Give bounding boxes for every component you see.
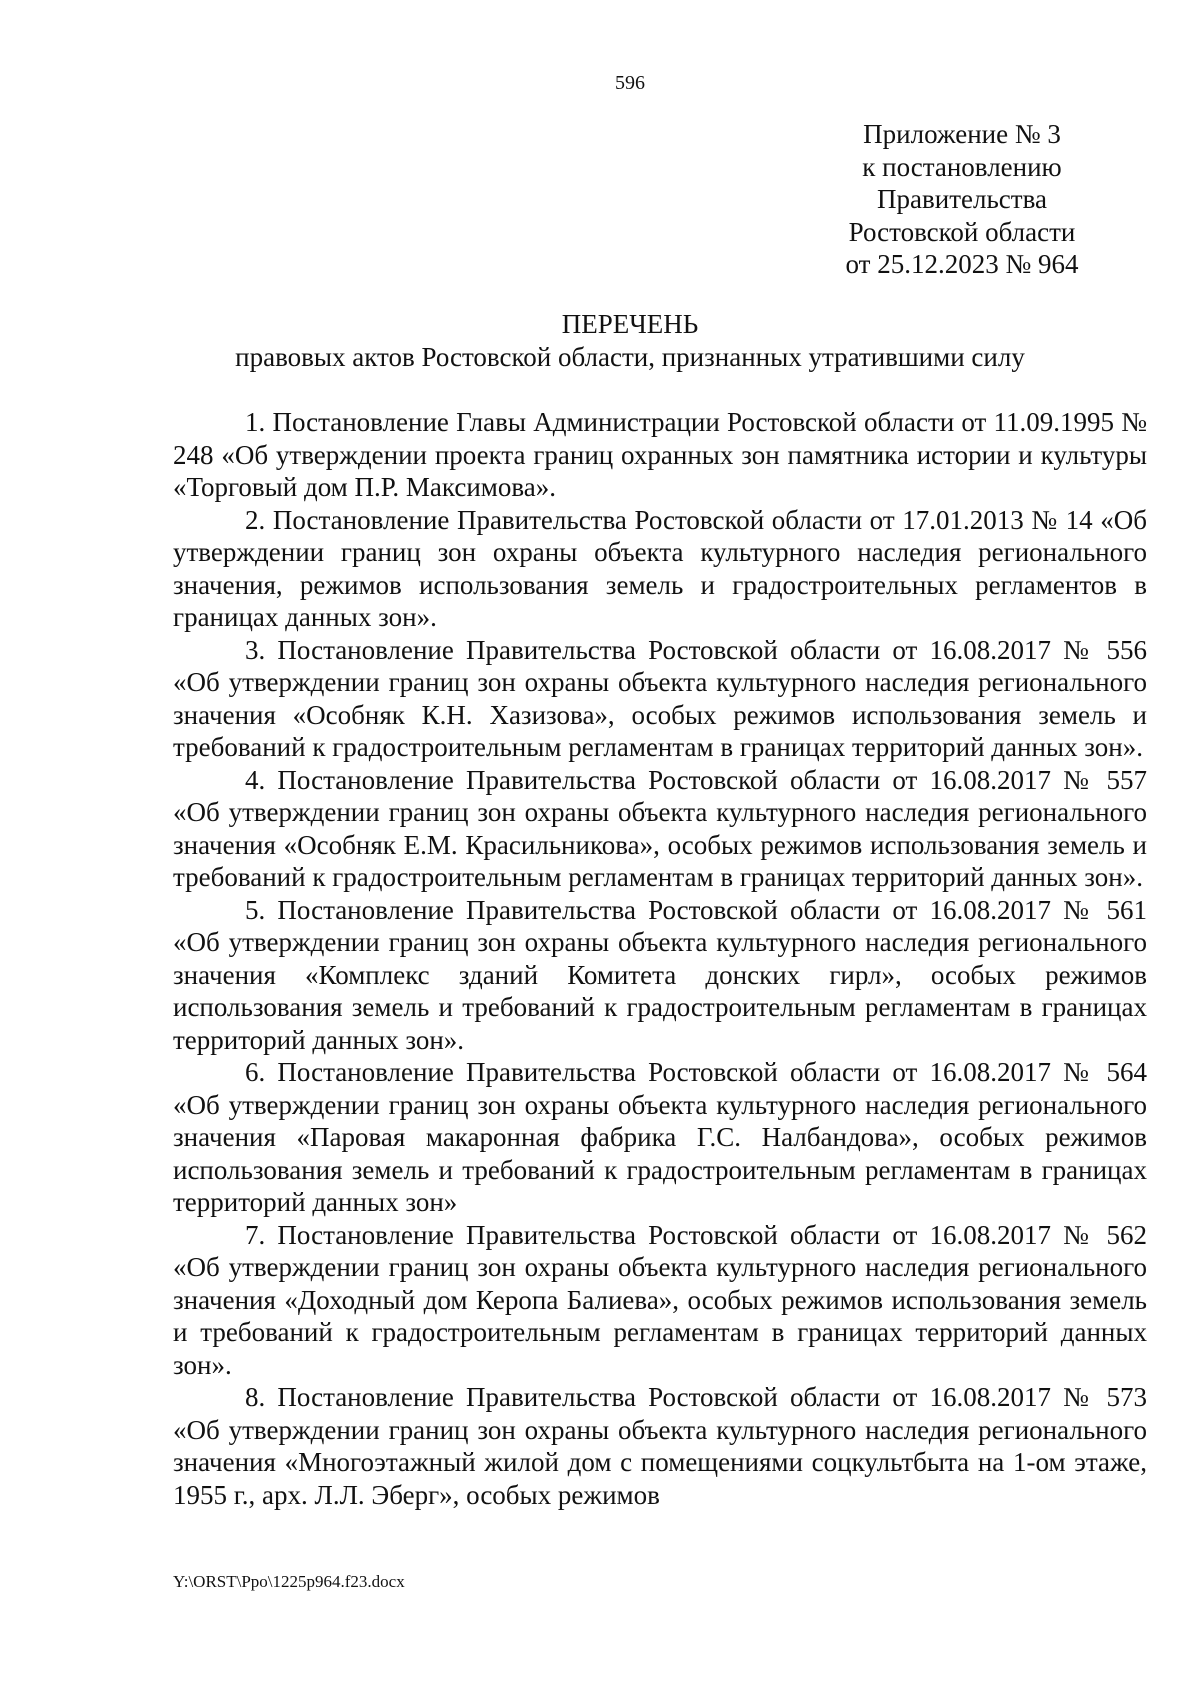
list-item: 8. Постановление Правительства Ростовской области от 16.08.2017 № 573 «Об утверждении границ зон охраны объекта культурного наследия регионального значения «Многоэтажный жилой дом с помещениями соцкультбыта на 1-ом этаже, 1955 г., арх. Л.Л. Эберг», особых режимов	[173, 1382, 1147, 1510]
appendix-line-5: от 25.12.2023 № 964	[845, 249, 1079, 279]
document-subtitle: правовых актов Ростовской области, признанных утратившими силу	[235, 342, 1025, 372]
appendix-block	[832, 118, 1092, 281]
acts-list	[173, 406, 1147, 1511]
list-item: 7. Постановление Правительства Ростовской области от 16.08.2017 № 562 «Об утверждении границ зон охраны объекта культурного наследия регионального значения «Доходный дом Керопа Балиева», особых режимов использования земель и требований к градостроительным регламентам в границах территорий данных зон».	[173, 1219, 1147, 1380]
page-number: 596	[615, 72, 645, 94]
document-title: ПЕРЕЧЕНЬ	[561, 309, 699, 339]
list-item: 3. Постановление Правительства Ростовской области от 16.08.2017 № 556 «Об утверждении границ зон охраны объекта культурного наследия регионального значения «Особняк К.Н. Хазизова», особых режимов использования земель и требований к градостроительным регламентам в границах территорий данных зон».	[173, 634, 1147, 762]
list-item: 4. Постановление Правительства Ростовской области от 16.08.2017 № 557 «Об утверждении границ зон охраны объекта культурного наследия регионального значения «Особняк Е.М. Красильникова», особых режимов использования земель и требований к градостроительным регламентам в границах территорий данных зон».	[173, 764, 1147, 892]
list-item: 2. Постановление Правительства Ростовской области от 17.01.2013 № 14 «Об утверждении границ зон охраны объекта культурного наследия регионального значения, режимов использования земель и градостроительных регламентов в границах данных зон».	[173, 504, 1147, 632]
list-item: 6. Постановление Правительства Ростовской области от 16.08.2017 № 564 «Об утверждении границ зон охраны объекта культурного наследия регионального значения «Паровая макаронная фабрика Г.С. Налбандова», особых режимов использования земель и требований к градостроительным регламентам в границах территорий данных зон»	[173, 1057, 1147, 1217]
list-item: 5. Постановление Правительства Ростовской области от 16.08.2017 № 561 «Об утверждении границ зон охраны объекта культурного наследия регионального значения «Комплекс зданий Комитета донских гирл», особых режимов использования земель и требований к градостроительным регламентам в границах территорий данных зон».	[173, 894, 1147, 1055]
appendix-line-4: Ростовской области	[848, 216, 1076, 247]
list-item: 1. Постановление Главы Администрации Ростовской области от 11.09.1995 № 248 «Об утверждении проекта границ охранных зон памятника истории и культуры «Торговый дом П.Р. Максимова».	[173, 407, 1147, 502]
appendix-line-1: Приложение № 3	[863, 119, 1061, 149]
appendix-line-2: к постановлению	[862, 151, 1062, 182]
footer-file-path: Y:\ORST\Ppo\1225p964.f23.docx	[173, 1572, 405, 1591]
appendix-line-3: Правительства	[877, 184, 1047, 214]
